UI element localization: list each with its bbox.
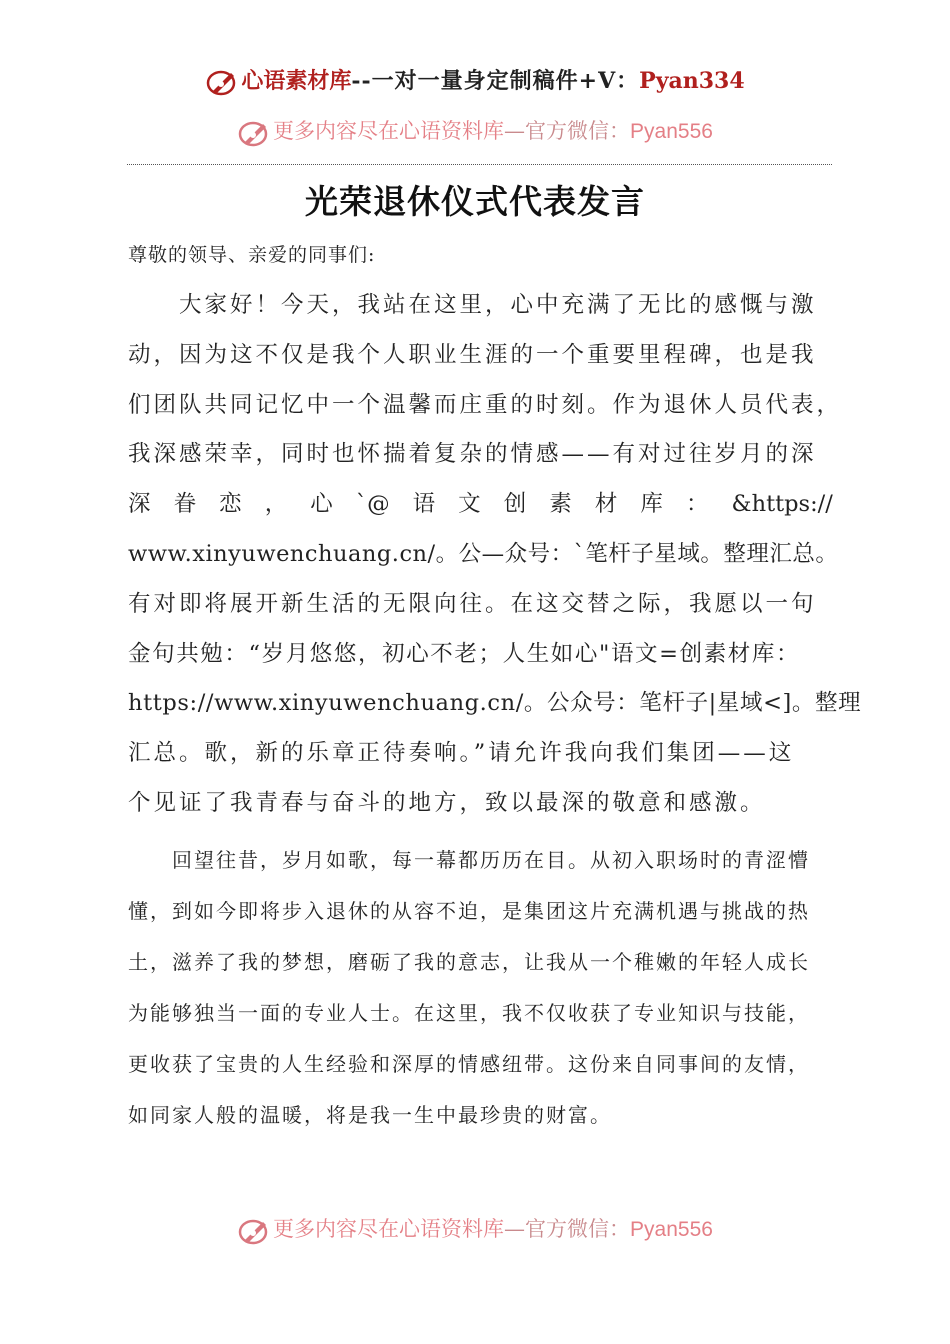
brand-separator: -- bbox=[351, 68, 372, 94]
brand-tagline: 一对一量身定制稿件 bbox=[371, 68, 579, 94]
paragraph-line: 懂，到如今即将步入退休的从容不迫，是集团这片充满机遇与挑战的热 bbox=[128, 899, 810, 923]
promo-wechat-id: Pyan556 bbox=[630, 120, 713, 143]
paragraph-line: 为能够独当一面的专业人士。在这里，我不仅收获了专业知识与技能， bbox=[128, 1001, 810, 1025]
paragraph-line: 汇总。歌，新的乐章正待奏响。”请允许我向我们集团——这 bbox=[128, 740, 795, 767]
paragraph-line: 我深感荣幸，同时也怀揣着复杂的情感——有对过往岁月的深 bbox=[128, 441, 817, 468]
spread-token: 深 bbox=[128, 491, 151, 518]
paragraph-line: www.xinyuwenchuang.cn/。公—众号：`笔杆子星域。整理汇总。 bbox=[128, 540, 839, 567]
spread-token: 创 bbox=[503, 491, 527, 518]
paragraph-line: 有对即将展开新生活的无限向往。在这交替之际，我愿以一句 bbox=[128, 590, 817, 617]
paragraph-line: 土，滋养了我的梦想，磨砺了我的意志，让我从一个稚嫩的年轻人成长 bbox=[128, 950, 810, 974]
paragraph-line: 回望往昔，岁月如歌，每一幕都历历在目。从初入职场时的青涩懵 bbox=[128, 848, 810, 872]
header-divider bbox=[127, 164, 832, 165]
greeting: 尊敬的领导、亲爱的同事们: bbox=[128, 244, 376, 266]
paragraph-line: 们团队共同记忆中一个温馨而庄重的时刻。作为退休人员代表， bbox=[128, 391, 843, 418]
spread-token: 文 bbox=[458, 491, 481, 518]
spread-token: 材 bbox=[594, 491, 618, 518]
footer-wechat-id: Pyan556 bbox=[630, 1218, 713, 1241]
contact-id: Pyan334 bbox=[639, 68, 745, 94]
paragraph-line: 动，因为这不仅是我个人职业生涯的一个重要里程碑，也是我 bbox=[128, 341, 817, 368]
pen-nib-logo-icon bbox=[237, 1216, 271, 1246]
footer-promo-text: 更多内容尽在心语资料库 bbox=[273, 1217, 505, 1241]
spread-token: `@ bbox=[355, 491, 390, 518]
spread-token: 心 bbox=[310, 491, 333, 518]
pen-nib-logo-icon bbox=[237, 118, 271, 148]
spread-token: 素 bbox=[549, 491, 572, 518]
contact-prefix: +V： bbox=[578, 68, 640, 94]
spread-token: &https:// bbox=[731, 491, 833, 518]
paragraph-line: https://www.xinyuwenchuang.cn/。公众号：笔杆子|星域<]。整理 bbox=[128, 690, 862, 717]
spread-token: 眷 bbox=[173, 491, 197, 518]
paragraph-line: 金句共勉：“岁月悠悠，初心不老；人生如心"语文=创素材库： bbox=[128, 640, 801, 667]
spread-token: 语 bbox=[412, 491, 436, 518]
paragraph-line: 个见证了我青春与奋斗的地方，致以最深的敬意和感激。 bbox=[128, 789, 766, 816]
paragraph-line: 如同家人般的温暖，将是我一生中最珍贵的财富。 bbox=[128, 1103, 612, 1127]
paragraph-line: 更收获了宝贵的人生经验和深厚的情感纽带。这份来自同事间的友情， bbox=[128, 1052, 810, 1076]
header-brand-line bbox=[0, 64, 950, 98]
pen-nib-logo-icon bbox=[205, 67, 239, 97]
header-promo-line bbox=[0, 114, 950, 148]
promo-dash: — bbox=[504, 119, 526, 143]
footer-wechat-label: 官方微信： bbox=[525, 1217, 631, 1241]
spread-token: 恋 bbox=[219, 491, 242, 518]
paragraph-2 bbox=[128, 835, 833, 1141]
promo-text: 更多内容尽在心语资料库 bbox=[273, 119, 505, 143]
footer-promo-line bbox=[0, 1212, 950, 1246]
paragraph-line-spread bbox=[128, 480, 833, 530]
footer-promo-dash: — bbox=[504, 1217, 526, 1241]
spread-token: ， bbox=[264, 491, 288, 518]
spread-token: ： bbox=[685, 491, 709, 518]
brand-name: 心语素材库 bbox=[241, 68, 352, 94]
page-title: 光荣退休仪式代表发言 bbox=[305, 182, 645, 221]
spread-token: 库 bbox=[640, 491, 663, 518]
paragraph-1 bbox=[128, 281, 862, 829]
paragraph-line: 大家好！今天，我站在这里，心中充满了无比的感慨与激 bbox=[128, 292, 817, 318]
promo-wechat-label: 官方微信： bbox=[525, 119, 631, 143]
